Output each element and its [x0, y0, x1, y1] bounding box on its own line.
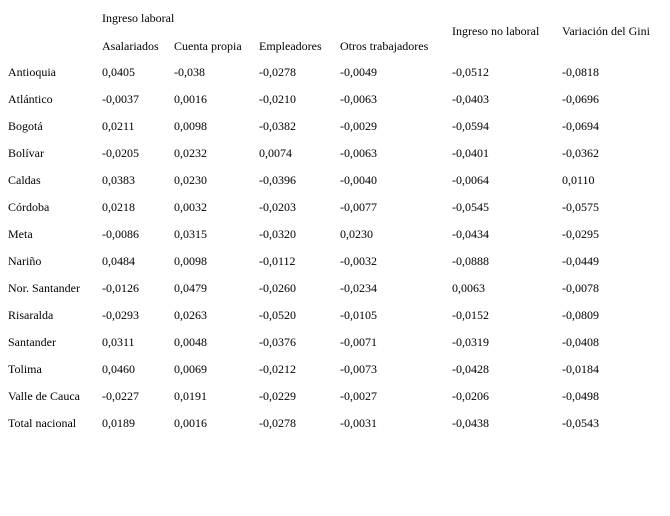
cell-otros-trabajadores: -0,0063 [340, 146, 377, 160]
row-region-label: Meta [8, 227, 33, 241]
cell-empleadores: -0,0278 [259, 65, 296, 79]
row-region-label: Tolima [8, 362, 42, 376]
cell-otros-trabajadores: -0,0077 [340, 200, 377, 214]
row-region-label: Antioquia [8, 65, 56, 79]
cell-variacion-gini: -0,0696 [562, 92, 599, 106]
cell-ingreso-no-laboral: -0,0434 [452, 227, 489, 241]
row-region-label: Nor. Santander [8, 281, 80, 295]
cell-variacion-gini: -0,0408 [562, 335, 599, 349]
cell-empleadores: -0,0260 [259, 281, 296, 295]
cell-ingreso-no-laboral: -0,0064 [452, 173, 489, 187]
cell-otros-trabajadores: -0,0032 [340, 254, 377, 268]
cell-cuenta-propia: 0,0098 [174, 254, 207, 268]
cell-otros-trabajadores: -0,0073 [340, 362, 377, 376]
cell-cuenta-propia: 0,0032 [174, 200, 207, 214]
cell-cuenta-propia: 0,0016 [174, 416, 207, 430]
cell-variacion-gini: -0,0498 [562, 389, 599, 403]
cell-cuenta-propia: 0,0479 [174, 281, 207, 295]
row-region-label: Nariño [8, 254, 42, 268]
cell-asalariados: 0,0460 [102, 362, 135, 376]
header-ingreso-no-laboral: Ingreso no laboral [452, 24, 540, 38]
cell-empleadores: -0,0382 [259, 119, 296, 133]
header-empleadores: Empleadores [259, 39, 322, 53]
cell-cuenta-propia: 0,0191 [174, 389, 207, 403]
cell-ingreso-no-laboral: -0,0438 [452, 416, 489, 430]
row-region-label: Córdoba [8, 200, 50, 214]
cell-ingreso-no-laboral: -0,0545 [452, 200, 489, 214]
row-region-label: Caldas [8, 173, 41, 187]
cell-empleadores: -0,0212 [259, 362, 296, 376]
cell-otros-trabajadores: -0,0029 [340, 119, 377, 133]
cell-empleadores: 0,0074 [259, 146, 292, 160]
cell-cuenta-propia: 0,0048 [174, 335, 207, 349]
row-region-label: Valle de Cauca [8, 389, 80, 403]
cell-ingreso-no-laboral: -0,0428 [452, 362, 489, 376]
cell-asalariados: -0,0037 [102, 92, 139, 106]
row-region-label: Atlántico [8, 92, 53, 106]
cell-cuenta-propia: 0,0315 [174, 227, 207, 241]
cell-otros-trabajadores: -0,0071 [340, 335, 377, 349]
cell-cuenta-propia: 0,0069 [174, 362, 207, 376]
header-otros-trabajadores: Otros trabajadores [340, 39, 429, 53]
cell-asalariados: -0,0205 [102, 146, 139, 160]
cell-empleadores: -0,0396 [259, 173, 296, 187]
cell-asalariados: 0,0189 [102, 416, 135, 430]
cell-asalariados: 0,0405 [102, 65, 135, 79]
header-variacion-gini: Variación del Gini [562, 24, 650, 38]
cell-empleadores: -0,0520 [259, 308, 296, 322]
cell-cuenta-propia: 0,0098 [174, 119, 207, 133]
cell-cuenta-propia: 0,0263 [174, 308, 207, 322]
cell-ingreso-no-laboral: -0,0594 [452, 119, 489, 133]
cell-variacion-gini: -0,0295 [562, 227, 599, 241]
cell-otros-trabajadores: -0,0049 [340, 65, 377, 79]
cell-ingreso-no-laboral: -0,0512 [452, 65, 489, 79]
cell-empleadores: -0,0376 [259, 335, 296, 349]
cell-otros-trabajadores: -0,0027 [340, 389, 377, 403]
cell-cuenta-propia: 0,0230 [174, 173, 207, 187]
cell-otros-trabajadores: 0,0230 [340, 227, 373, 241]
cell-ingreso-no-laboral: -0,0152 [452, 308, 489, 322]
row-region-label: Risaralda [8, 308, 54, 322]
row-region-label: Bolívar [8, 146, 44, 160]
cell-variacion-gini: -0,0449 [562, 254, 599, 268]
cell-asalariados: 0,0218 [102, 200, 135, 214]
cell-otros-trabajadores: -0,0040 [340, 173, 377, 187]
cell-ingreso-no-laboral: -0,0888 [452, 254, 489, 268]
cell-otros-trabajadores: -0,0234 [340, 281, 377, 295]
cell-asalariados: 0,0211 [102, 119, 135, 133]
cell-asalariados: 0,0383 [102, 173, 135, 187]
cell-asalariados: -0,0126 [102, 281, 139, 295]
cell-empleadores: -0,0278 [259, 416, 296, 430]
cell-asalariados: -0,0227 [102, 389, 139, 403]
header-group-ingreso-laboral: Ingreso laboral [102, 11, 175, 25]
cell-empleadores: -0,0203 [259, 200, 296, 214]
cell-empleadores: -0,0210 [259, 92, 296, 106]
cell-variacion-gini: -0,0543 [562, 416, 599, 430]
cell-asalariados: 0,0311 [102, 335, 135, 349]
cell-empleadores: -0,0320 [259, 227, 296, 241]
cell-asalariados: -0,0293 [102, 308, 139, 322]
row-region-label: Bogotá [8, 119, 43, 133]
cell-variacion-gini: -0,0818 [562, 65, 599, 79]
cell-ingreso-no-laboral: -0,0403 [452, 92, 489, 106]
cell-variacion-gini: -0,0078 [562, 281, 599, 295]
cell-otros-trabajadores: -0,0063 [340, 92, 377, 106]
cell-ingreso-no-laboral: -0,0319 [452, 335, 489, 349]
cell-ingreso-no-laboral: 0,0063 [452, 281, 485, 295]
header-cuenta-propia: Cuenta propia [174, 39, 242, 53]
cell-variacion-gini: -0,0575 [562, 200, 599, 214]
cell-cuenta-propia: 0,0232 [174, 146, 207, 160]
cell-variacion-gini: -0,0809 [562, 308, 599, 322]
cell-variacion-gini: -0,0694 [562, 119, 599, 133]
cell-asalariados: -0,0086 [102, 227, 139, 241]
cell-cuenta-propia: 0,0016 [174, 92, 207, 106]
row-region-label: Santander [8, 335, 56, 349]
cell-empleadores: -0,0229 [259, 389, 296, 403]
cell-otros-trabajadores: -0,0031 [340, 416, 377, 430]
header-asalariados: Asalariados [102, 39, 159, 53]
cell-ingreso-no-laboral: -0,0206 [452, 389, 489, 403]
cell-variacion-gini: -0,0362 [562, 146, 599, 160]
cell-otros-trabajadores: -0,0105 [340, 308, 377, 322]
row-region-label: Total nacional [8, 416, 77, 430]
cell-empleadores: -0,0112 [259, 254, 296, 268]
cell-ingreso-no-laboral: -0,0401 [452, 146, 489, 160]
cell-asalariados: 0,0484 [102, 254, 135, 268]
cell-variacion-gini: 0,0110 [562, 173, 595, 187]
cell-variacion-gini: -0,0184 [562, 362, 599, 376]
cell-cuenta-propia: -0,038 [174, 65, 205, 79]
